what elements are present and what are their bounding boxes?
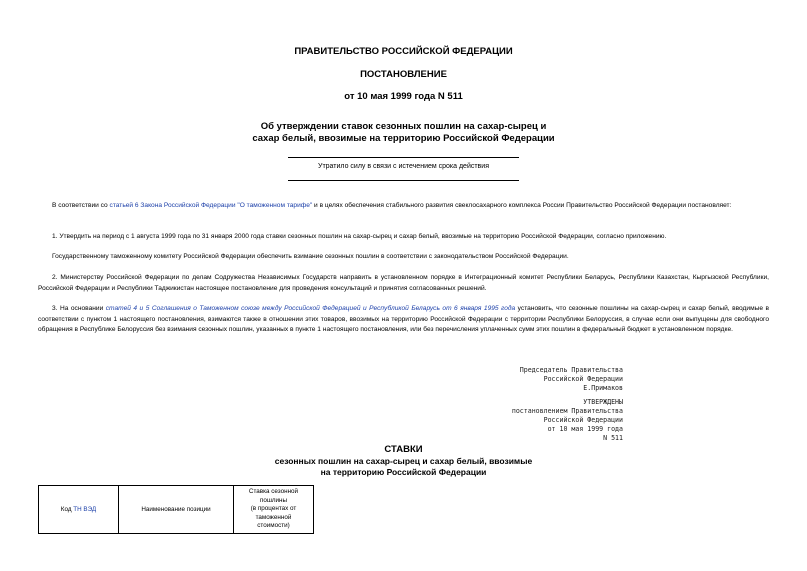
- approval-date: от 10 мая 1999 года: [547, 425, 623, 433]
- paragraph-2: 2. Министерству Российской Федерации по делам Содружества Независимых Государств направить в установленном порядке в Интеграционный комитет Республики Беларусь, Республики Казахстан, Кыргызской Республики, Российской Федерации и Республики Таджикистан настоящее постановление для проведения консультаций и принятия согласованных решений.: [38, 274, 769, 292]
- signature-block: [520, 366, 623, 393]
- approval-line-3: Российской Федерации: [543, 416, 623, 424]
- tn-ved-link[interactable]: ТН ВЭД: [73, 505, 97, 513]
- approval-title: УТВЕРЖДЕНЫ: [583, 398, 623, 406]
- intro-text-end: и в целях обеспечения стабильного развития свеклосахарного комплекса России Правительство Российской Федерации постановляет:: [312, 202, 732, 209]
- signature-name: Е.Примаков: [583, 384, 623, 392]
- header-code-label: Код: [60, 505, 74, 513]
- appendix-subtitle-line-2: на территорию Российской Федерации: [320, 467, 487, 477]
- intro-paragraph: [38, 201, 769, 212]
- intro-text-start: В соответствии со: [52, 202, 110, 209]
- paragraph-1-customs: Государственному таможенному комитету Российской Федерации обеспечить взимание сезонных пошлин в соответствии с законодательством Российской Федерации.: [52, 253, 569, 260]
- divider-bottom: [288, 180, 519, 181]
- signature-country: Российской Федерации: [543, 375, 623, 383]
- doc-type-heading: ПОСТАНОВЛЕНИЕ: [360, 69, 447, 80]
- approval-number: N 511: [603, 434, 623, 442]
- header-rate: [234, 486, 314, 534]
- doc-title-line-1: Об утверждении ставок сезонных пошлин на сахар-сырец и: [260, 121, 547, 132]
- rates-table: [38, 485, 314, 534]
- status-note: Утратило силу в связи с истечением срока действия: [318, 163, 489, 170]
- header-code: [39, 486, 119, 534]
- header-item-name: Наименование позиции: [119, 486, 234, 534]
- government-heading: ПРАВИТЕЛЬСТВО РОССИЙСКОЙ ФЕДЕРАЦИИ: [294, 46, 513, 57]
- paragraph-3-start: 3. На основании: [52, 305, 106, 312]
- header-rate-line-1: Ставка сезонной: [248, 488, 299, 495]
- table-header-row: [39, 486, 314, 534]
- signature-position: Председатель Правительства: [519, 366, 623, 374]
- approval-block: [512, 398, 623, 443]
- divider-top: [288, 157, 519, 158]
- customs-union-agreement-link[interactable]: статей 4 и 5 Соглашения о Таможенном союзе между Российской Федерацией и Республикой Беларусь от 6 января 1995 года: [105, 305, 516, 312]
- doc-date-heading: от 10 мая 1999 года N 511: [344, 91, 463, 102]
- doc-title-line-2: сахар белый, ввозимые на территорию Российской Федерации: [252, 133, 555, 144]
- appendix-subtitle-line-1: сезонных пошлин на сахар-сырец и сахар белый, ввозимые: [274, 456, 533, 466]
- header-rate-line-2: пошлины: [259, 496, 288, 504]
- law-article-6-link[interactable]: статьей 6 Закона Российской Федерации "О таможенном тарифе": [109, 202, 313, 209]
- header-rate-line-5: стоимости): [257, 522, 290, 530]
- appendix-title: СТАВКИ: [384, 444, 423, 455]
- paragraph-3-end: установить, что сезонные пошлины на сахар-сырец и сахар белый, вводимые в соответствии с пунктом 1 настоящего постановления, взимаются также в отношении этих товаров, ввозимых на территорию Российской Федерации с территории Республики Белоруссия, в случае если они выпущены для свободного обращения в Республике Белоруссия без взимания сезонных пошлин, указанных в пункте 1 настоящего постановления, или без перечисления уплаченных сумм этих пошлин в федеральный бюджет в установленном порядке.: [38, 305, 769, 333]
- header-rate-line-3: (в процентах от: [250, 505, 297, 513]
- paragraph-1: 1. Утвердить на период с 1 августа 1999 года по 31 января 2000 года ставки сезонных пошлин на сахар-сырец и сахар белый, ввозимые на территорию Российской Федерации, согласно приложению.: [52, 233, 667, 240]
- header-rate-line-4: таможенной: [255, 513, 292, 521]
- paragraph-3: [38, 304, 769, 336]
- approval-line-2: постановлением Правительства: [511, 407, 623, 415]
